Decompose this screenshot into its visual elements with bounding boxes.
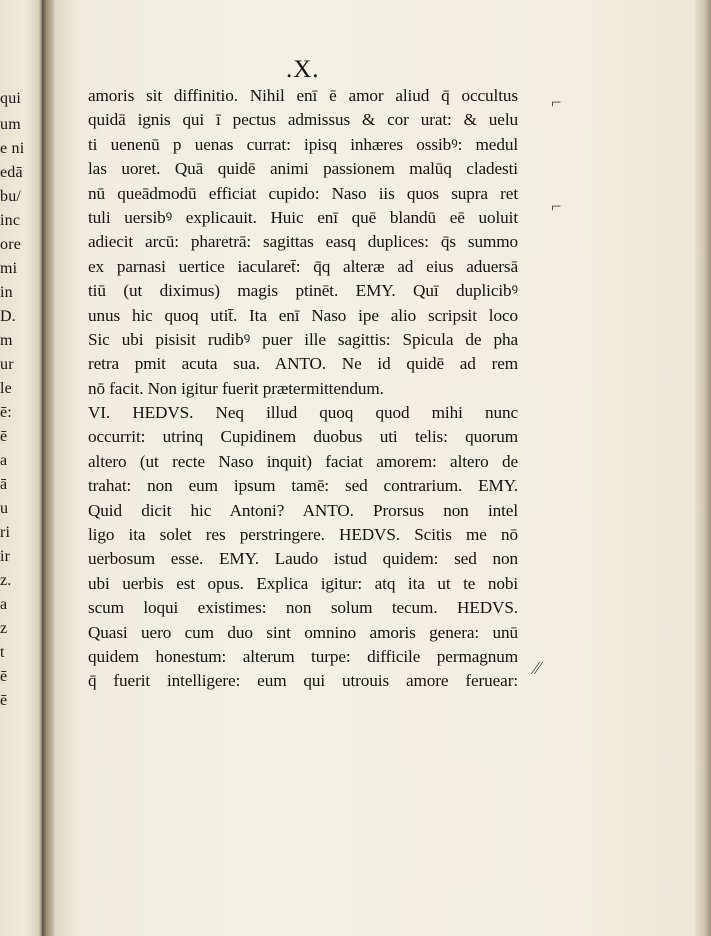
text-line: ex parnasi uertice iacularet̄: q̄q alteræ ad eius aduersā [88,256,518,276]
left-fragment: edā [0,164,23,181]
left-fragment: ā [0,476,8,493]
left-fragment: z [0,620,8,637]
left-fragment: ore [0,236,22,253]
text-line: nū queādmodū efficiat cupido: Naso iis quos supra ret [88,183,518,203]
left-fragment: m [0,332,13,349]
left-fragment: um [0,116,21,133]
text-line: trahat: non eum ipsum tamē: sed contrarium. EMY. [88,476,518,496]
text-line: nō facit. Non igitur fuerit prætermittendum. [88,378,384,398]
margin-mark: ⁄⁄ [534,658,541,678]
margin-mark: ⌐ [550,196,563,216]
left-fragment: ir [0,548,11,565]
folio-number: .X. [286,56,320,83]
left-fragment: ur [0,356,14,373]
text-line: adiecit arcū: pharetrā: sagittas easq duplices: q̄s summo [88,232,518,252]
margin-mark: ⌐ [550,92,563,112]
text-line: amoris sit diffinitio. Nihil enī ē amor aliud q̄ occultus [88,86,518,105]
text-line: las uoret. Quā quidē animi passionem malūq cladesti [88,159,518,179]
left-fragment: D. [0,308,16,325]
text-line: VI. HEDVS. Neq illud quoq quod mihi nunc [88,403,518,423]
text-line: unus hic quoq utit̄. Ita enī Naso ipe alio scripsit loco [88,305,518,325]
text-line: tiū (ut diximus) magis ptinēt. EMY. Quī duplicibꝰ [88,281,518,301]
text-block [88,84,518,694]
left-fragment: a [0,596,8,613]
left-fragment: e ni [0,140,25,157]
left-fragment: in [0,284,13,301]
text-line: occurrit: utrinq Cupidinem duobus uti telis: quorum [88,427,518,447]
text-line: q̄ fuerit intelligere: eum qui utrouis amore feruear: [88,671,518,691]
text-line: quidem honestum: alterum turpe: difficile permagnum [88,646,518,666]
text-line: retra pmit acuta sua. ANTO. Ne id quidē ad rem [88,354,518,374]
left-page-fragment [0,0,42,936]
left-fragment: mi [0,260,18,277]
left-fragment: ri [0,524,11,541]
left-fragment: qui [0,90,22,107]
text-line: tuli uersibꝰ explicauit. Huic enī quē blandū eē uoluit [88,207,518,227]
text-line: Quasi uero cum duo sint omnino amoris genera: unū [88,622,518,642]
left-fragment: ē [0,428,8,445]
left-fragment: ē: [0,404,12,421]
text-line: ligo ita solet res perstringere. HEDVS. Scitis me nō [88,525,518,545]
left-fragment: z. [0,572,12,589]
text-line: Quid dicit hic Antoni? ANTO. Prorsus non intel [88,500,518,520]
text-line: scum loqui existimes: non solum tecum. HEDVS. [88,598,518,618]
text-line: ti uenenū p uenas currat: ipisq inhæres ossibꝰ: medul [88,134,518,154]
page-edge [695,0,711,936]
text-line: quidā ignis qui ī pectus admissus & cor urat: & uelu [88,110,518,130]
book-gutter [42,0,54,936]
text-line: uerbosum esse. EMY. Laudo istud quidem: sed non [88,549,518,569]
left-fragment: le [0,380,12,397]
left-fragment: t [0,644,5,661]
left-fragment: ē [0,692,8,709]
left-fragment: bu/ [0,188,22,205]
left-fragment: ē [0,668,8,685]
left-fragment: u [0,500,9,517]
left-fragment: a [0,452,8,469]
text-line: Sic ubi pisisit rudibꝰ puer ille sagittis: Spicula de pha [88,329,518,349]
right-page [54,0,711,936]
text-line: altero (ut recte Naso inquit) faciat amorem: altero de [88,451,518,471]
left-fragment: inc [0,212,21,229]
text-line: ubi uerbis est opus. Explica igitur: atq ita ut te nobi [88,573,518,593]
